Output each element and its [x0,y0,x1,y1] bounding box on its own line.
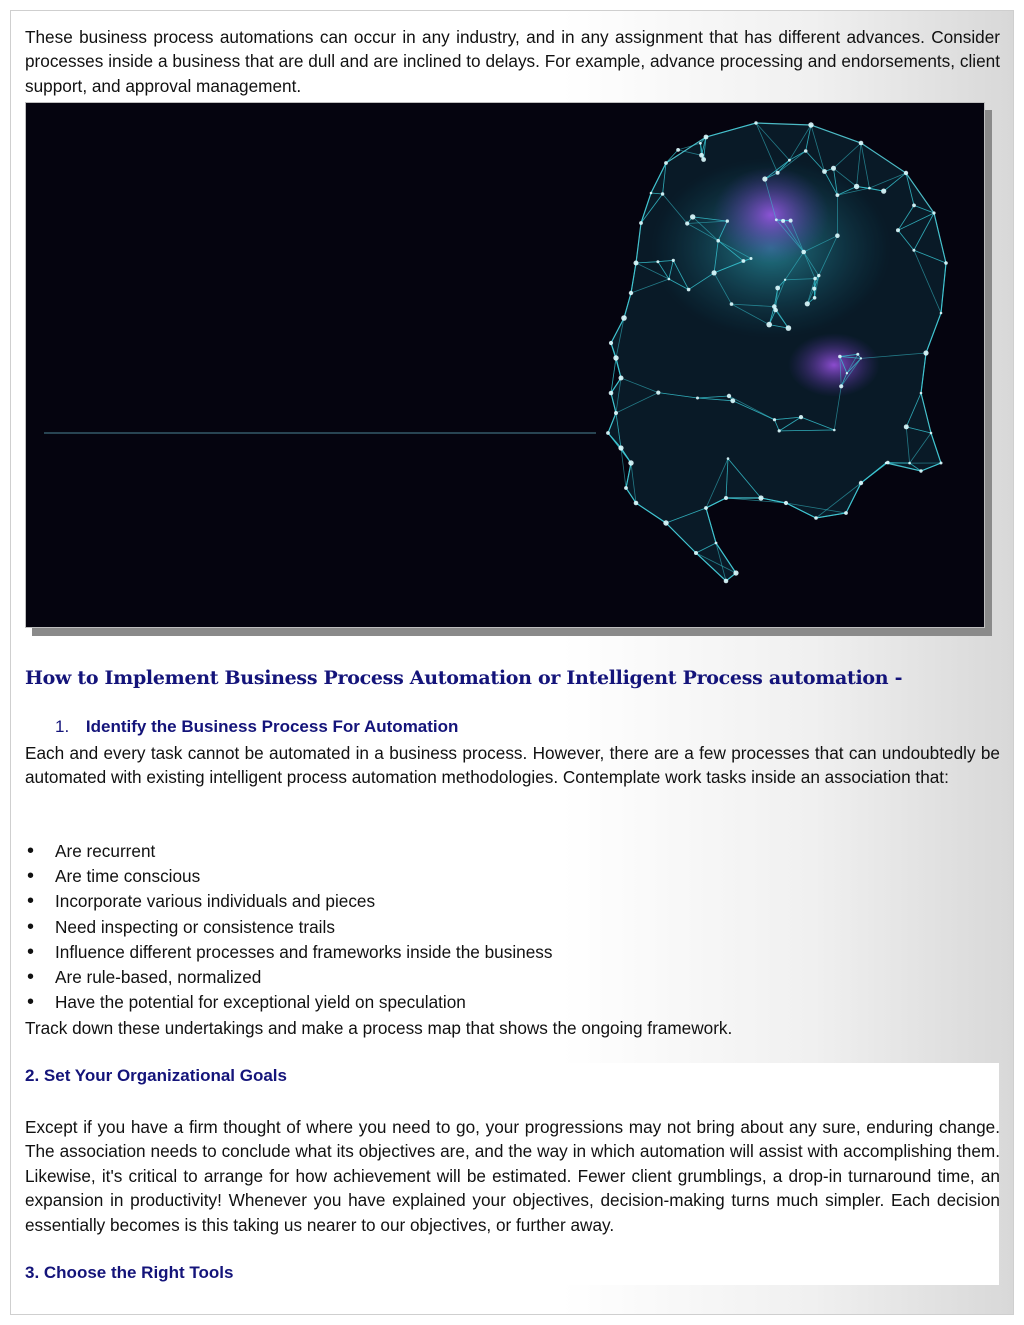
list-item: • Are time conscious [25,864,1000,889]
step-1-title: Identify the Business Process For Automation [85,717,459,736]
section-heading: How to Implement Business Process Automation or Intelligent Process automation - [25,667,903,689]
list-item: • Are recurrent [25,839,1000,864]
document-page [10,10,1014,1315]
sound-wave-brain-illustration [26,103,984,627]
ai-voice-figure [25,102,986,628]
step-3-heading: 3. Choose the Right Tools [25,1263,234,1282]
step-2-paragraph: Except if you have a firm thought of where you need to go, your progressions may not bring about any sure, enduring change. The association needs to conclude what its objectives are, and the way in which automation will assist with accomplishing them. Likewise, it's critical to arrange for how achievement will be estimated. Fewer client grumblings, a drop-in turnaround time, an expansion in productivity! Whenever you have explained your objectives, decision-making turns much simpler. Each decision essentially becomes is this taking us nearer to our objectives, or further away. [25,1117,1000,1235]
sound-wave [44,282,596,585]
criteria-list [25,839,1000,1015]
step-1-paragraph: Each and every task cannot be automated in a business process. However, there are a few processes that can undoubtedly be automated with existing intelligent process automation methodologies. Contemplate work tasks inside an association that: [25,743,1000,788]
intro-paragraph: These business process automations can occur in any industry, and in any assignment that has different advances. Consider processes inside a business that are dull and are inclined to delays. For example, advance processing and endorsements, client support, and approval management. [25,27,1000,96]
list-item: • Have the potential for exceptional yield on speculation [25,990,1000,1015]
list-item: • Influence different processes and frameworks inside the business [25,940,1000,965]
list-item: • Are rule-based, normalized [25,965,1000,990]
step-1-number: 1. [55,717,70,736]
step-1-closing: Track down these undertakings and make a process map that shows the ongoing framework. [25,1018,733,1038]
list-item: • Need inspecting or consistence trails [25,915,1000,940]
step-1-heading [55,717,458,737]
list-item: • Incorporate various individuals and pieces [25,889,1000,914]
step-2-heading: 2. Set Your Organizational Goals [25,1066,287,1085]
brain-head-mesh [606,121,948,583]
figure-frame [25,102,985,628]
